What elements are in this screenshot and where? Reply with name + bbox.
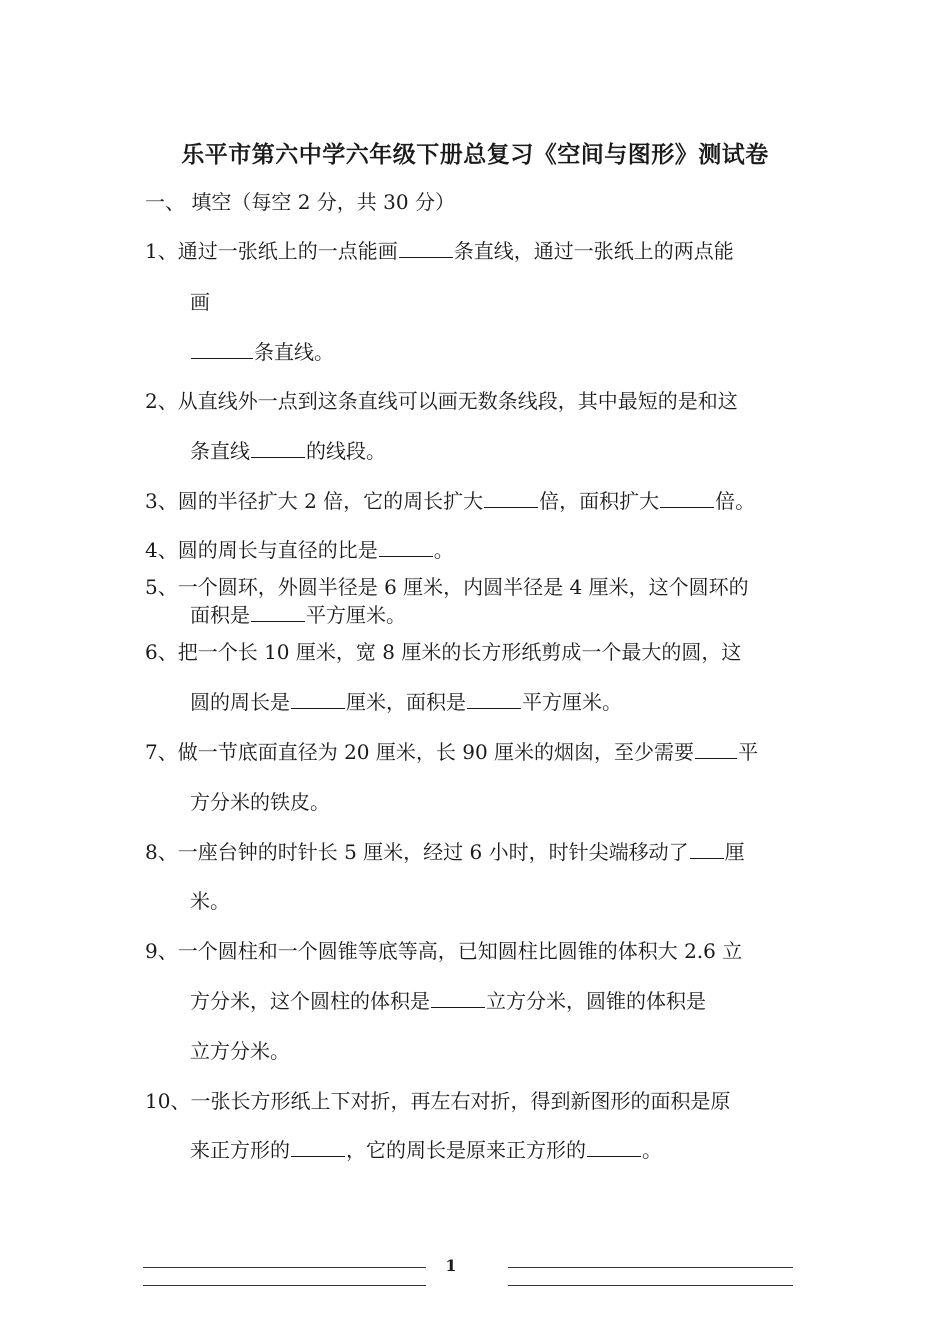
section-heading: 一、 填空（每空 2 分，共 30 分） xyxy=(145,190,455,214)
question-1-line-2: 画 xyxy=(190,290,210,314)
page-title: 乐平市第六中学六年级下册总复习《空间与图形》测试卷 xyxy=(181,141,769,168)
question-1-line-3: 条直线。 xyxy=(190,338,334,366)
answer-blank[interactable] xyxy=(431,987,485,1008)
answer-blank[interactable] xyxy=(251,437,305,458)
question-9-line-2: 方分米，这个圆柱的体积是 立方分米，圆锥的体积是 xyxy=(190,989,706,1013)
question-6-line-2: 圆的周长是 厘米，面积是 平方厘米。 xyxy=(190,690,622,714)
question-8-line-2: 米。 xyxy=(190,889,230,913)
question-10-line-2: 来正方形的 ，它的周长是原来正方形的 。 xyxy=(190,1138,662,1162)
question-4: 4、圆的周长与直径的比是 。 xyxy=(145,538,454,562)
answer-blank[interactable] xyxy=(191,338,253,359)
answer-blank[interactable] xyxy=(379,536,433,557)
footer-rule-right-top xyxy=(508,1267,793,1268)
answer-blank[interactable] xyxy=(251,601,305,622)
question-8-line-1: 8、一座台钟的时针长 5 厘米，经过 6 小时，时针尖端移动了 厘 xyxy=(145,840,745,864)
answer-blank[interactable] xyxy=(695,738,737,759)
answer-blank[interactable] xyxy=(587,1136,641,1157)
answer-blank[interactable] xyxy=(660,487,714,508)
question-3: 3、圆的半径扩大 2 倍，它的周长扩大 倍，面积扩大 倍。 xyxy=(145,489,756,513)
footer-rule-left-top xyxy=(143,1267,426,1268)
answer-blank[interactable] xyxy=(467,688,521,709)
question-5-line-2: 面积是 平方厘米。 xyxy=(190,603,406,627)
question-9-line-1: 9、一个圆柱和一个圆锥等底等高，已知圆柱比圆锥的体积大 2.6 立 xyxy=(145,939,743,963)
question-5-line-1: 5、一个圆环，外圆半径是 6 厘米，内圆半径是 4 厘米，这个圆环的 xyxy=(145,575,749,599)
answer-blank[interactable] xyxy=(484,487,538,508)
page-number: 1 xyxy=(445,1256,457,1275)
answer-blank[interactable] xyxy=(291,1136,345,1157)
question-10-line-1: 10、一张长方形纸上下对折，再左右对折，得到新图形的面积是原 xyxy=(145,1089,731,1113)
answer-blank[interactable] xyxy=(690,838,724,859)
answer-blank[interactable] xyxy=(399,237,453,258)
question-7-line-2: 方分米的铁皮。 xyxy=(190,790,330,814)
question-1-line-1: 1、通过一张纸上的一点能画 条直线，通过一张纸上的两点能 xyxy=(145,239,734,263)
question-7-line-1: 7、做一节底面直径为 20 厘米，长 90 厘米的烟囱，至少需要 平 xyxy=(145,740,759,764)
question-6-line-1: 6、把一个长 10 厘米，宽 8 厘米的长方形纸剪成一个最大的圆，这 xyxy=(145,640,742,664)
question-2-line-1: 2、从直线外一点到这条直线可以画无数条线段，其中最短的是和这 xyxy=(145,389,738,413)
question-2-line-2: 条直线 的线段。 xyxy=(190,439,386,463)
footer-rule-right-bottom xyxy=(508,1285,793,1286)
question-9-line-3: 立方分米。 xyxy=(190,1039,290,1063)
footer-rule-left-bottom xyxy=(143,1285,426,1286)
answer-blank[interactable] xyxy=(291,688,345,709)
